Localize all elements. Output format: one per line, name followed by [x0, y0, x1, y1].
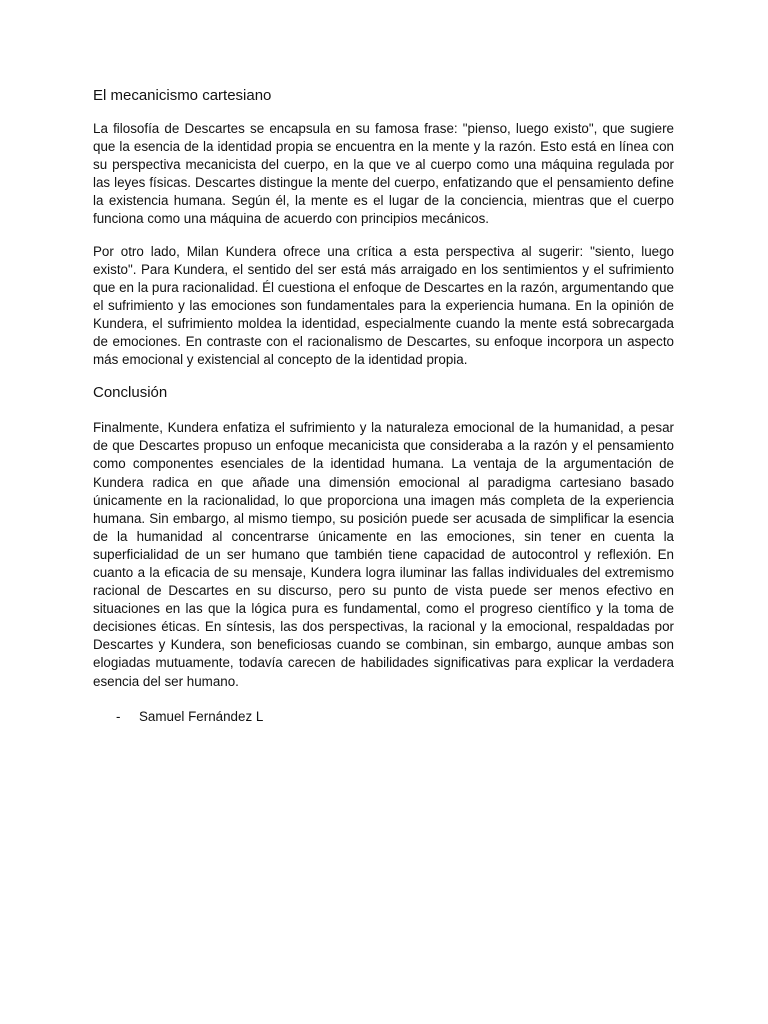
- paragraph-kundera: Por otro lado, Milan Kundera ofrece una crítica a esta perspectiva al sugerir: "siento, luego existo". Para Kundera, el sentido del ser está más arraigado en los sentimientos y el sufrimiento que en la pura racionalidad. Él cuestiona el enfoque de Descartes en la razón, argumentando que el sufrimiento y las emociones son fundamentales para la experiencia humana. En la opinión de Kundera, el sufrimiento moldea la identidad, especialmente cuando la mente está sobrecargada de emociones. En contraste con el racionalismo de Descartes, su enfoque incorpora un aspecto más emocional y existencial al concepto de la identidad propia.: [93, 243, 674, 368]
- paragraph-descartes: La filosofía de Descartes se encapsula en su famosa frase: "pienso, luego existo", que sugiere que la esencia de la identidad propia se encuentra en la mente y la razón. Esto está en línea con su perspectiva mecanicista del cuerpo, en la que ve al cuerpo como una máquina regulada por las leyes físicas. Descartes distingue la mente del cuerpo, enfatizando que el pensamiento define la existencia humana. Según él, la mente es el lugar de la conciencia, mientras que el cuerpo funciona como una máquina de acuerdo con principios mecánicos.: [93, 121, 674, 227]
- signature-name: Samuel Fernández L: [139, 708, 264, 724]
- signature-line: [93, 708, 674, 726]
- paragraph-conclusion: Finalmente, Kundera enfatiza el sufrimiento y la naturaleza emocional de la humanidad, a pesar de que Descartes propuso un enfoque mecanicista que consideraba a la razón y el pensamiento como componentes esenciales de la identidad humana. La ventaja de la argumentación de Kundera radica en que añade una dimensión emocional al paradigma cartesiano basado únicamente en la racionalidad, lo que proporciona una imagen más completa de la experiencia humana. Sin embargo, al mismo tiempo, su posición puede ser acusada de simplificar la esencia de la humanidad al concentrarse únicamente en las emociones, sin tener en cuenta la superficialidad de un ser humano que también tiene capacidad de autocontrol y reflexión. En cuanto a la eficacia de su mensaje, Kundera logra iluminar las fallas individuales del extremismo racional de Descartes en su discurso, pero su punto de vista puede ser menos efectivo en situaciones en las que la lógica pura es fundamental, como el progreso científico y la toma de decisiones éticas. En síntesis, las dos perspectivas, la racional y la emocional, respaldadas por Descartes y Kundera, son beneficiosas cuando se combinan, sin embargo, aunque ambas son elogiadas mutuamente, todavía carecen de habilidades significativas para explicar la verdadera esencia del ser humano.: [93, 420, 674, 689]
- signature-bullet: -: [116, 708, 121, 724]
- section-title-mecanicismo: El mecanicismo cartesiano: [93, 87, 272, 104]
- section-title-conclusion: Conclusión: [93, 384, 168, 402]
- document-page: [93, 86, 674, 726]
